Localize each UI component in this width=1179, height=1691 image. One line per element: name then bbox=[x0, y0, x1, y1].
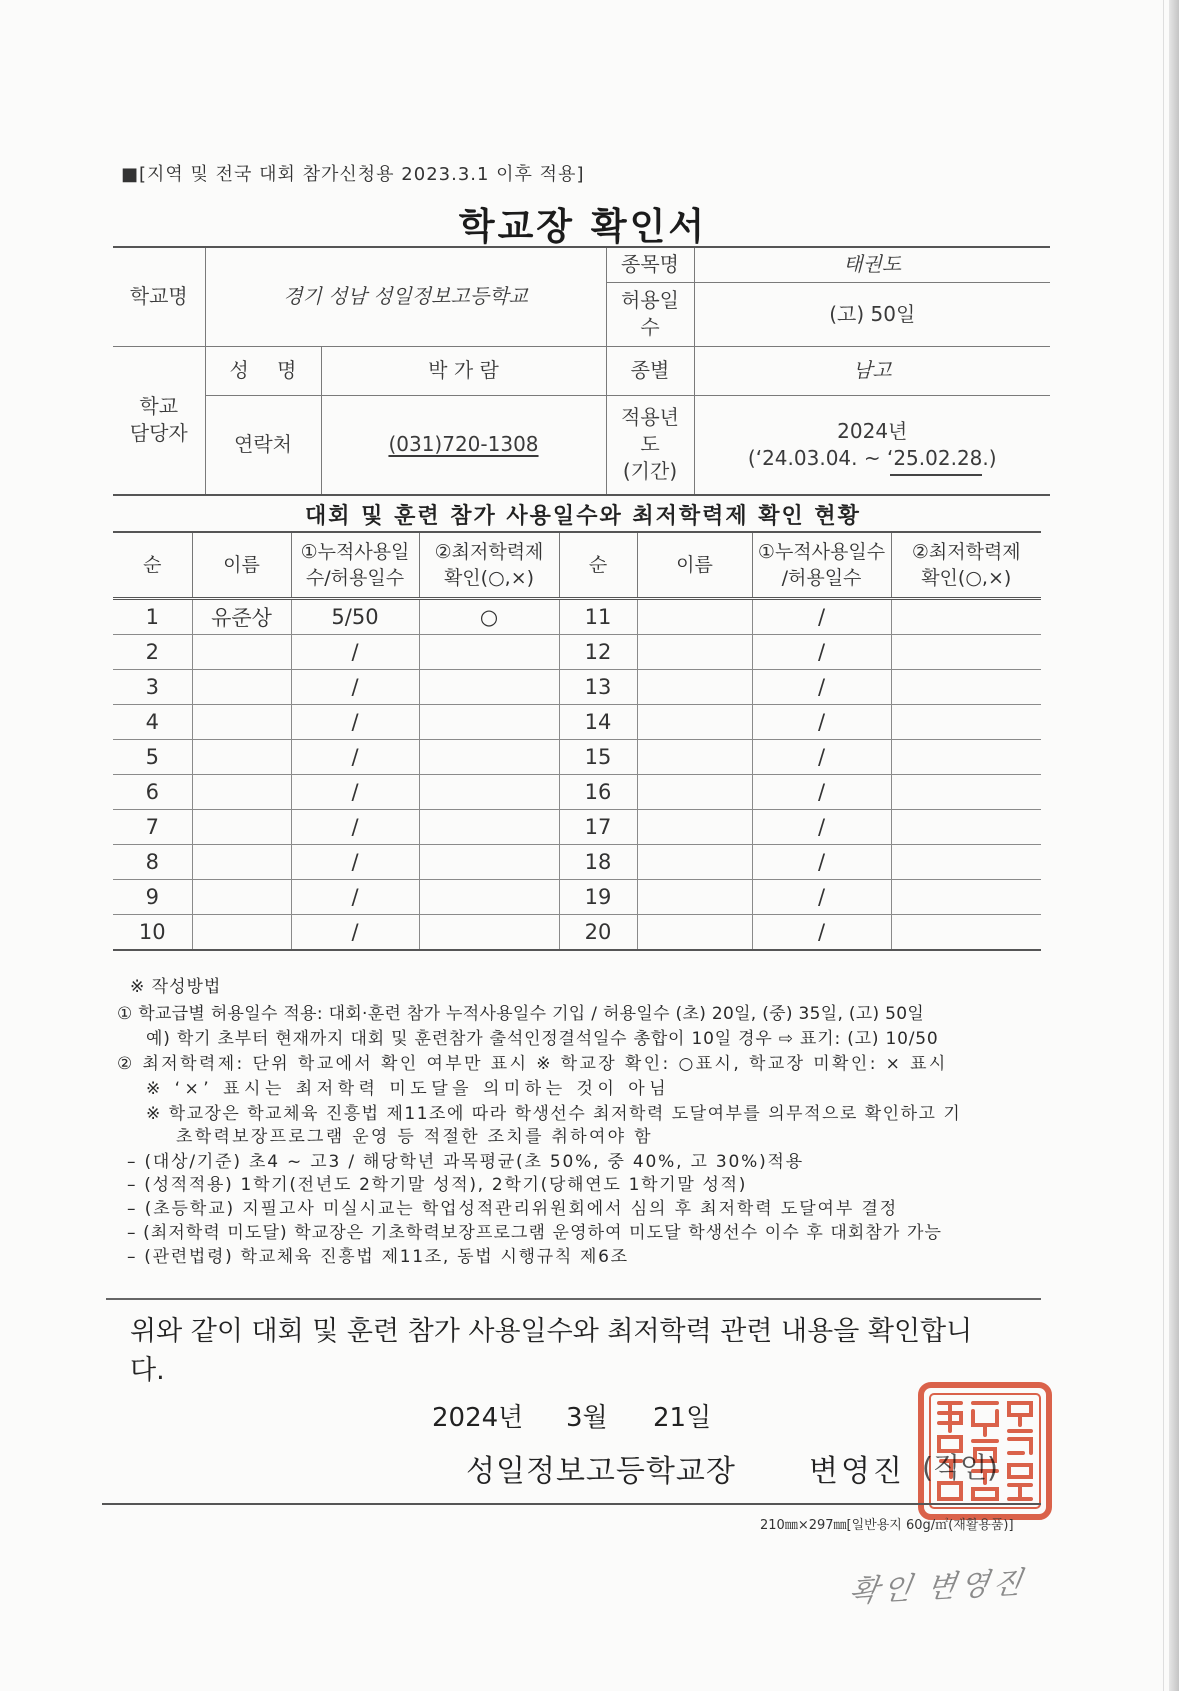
allowed-days-label-cell bbox=[606, 282, 694, 346]
row-number-cell: 14 bbox=[559, 705, 637, 740]
student-name-cell bbox=[192, 880, 291, 915]
row-number-cell: 3 bbox=[113, 670, 192, 705]
row-number-cell: 1 bbox=[113, 599, 192, 635]
days-used-cell: / bbox=[291, 670, 419, 705]
status-table-body bbox=[113, 599, 1041, 951]
name-value: 박 가 람 bbox=[321, 346, 606, 395]
instruction-line: 예) 학기 초부터 현재까지 대회 및 훈련참가 출석인정결석일수 총합이 10일 경우 ⇨ 표기: (고) 10/50 bbox=[146, 1029, 939, 1049]
student-name-cell bbox=[192, 670, 291, 705]
info-row-school bbox=[113, 247, 1050, 282]
student-name-cell bbox=[637, 915, 752, 951]
row-number-cell: 7 bbox=[113, 810, 192, 845]
min-achievement-cell bbox=[419, 880, 559, 915]
period-label-cell bbox=[606, 395, 694, 495]
instruction-line: – (초등학교) 지필고사 미실시교는 학업성적관리위원회에서 심의 후 최저학력 도달여부 결정 bbox=[127, 1199, 899, 1219]
row-number-cell: 20 bbox=[559, 915, 637, 951]
instruction-line: ※ ‘×’ 표시는 최저학력 미도달을 의미하는 것이 아님 bbox=[146, 1079, 671, 1099]
days-used-cell: / bbox=[752, 599, 891, 635]
row-number-cell: 15 bbox=[559, 740, 637, 775]
period-label: 적용년도 bbox=[621, 405, 679, 457]
phone-label: 연락처 bbox=[205, 395, 321, 495]
period-value: (‘24.03.04. ~ ‘25.02.28.) bbox=[747, 445, 997, 470]
row-number-cell: 18 bbox=[559, 845, 637, 880]
header-no: 순 bbox=[113, 532, 192, 599]
days-used-cell: / bbox=[291, 635, 419, 670]
instruction-line: – (최저학력 미도달) 학교장은 기초학력보장프로그램 운영하여 미도달 학생선수 이수 후 대회참가 가능 bbox=[127, 1223, 943, 1243]
paper-edge-line bbox=[1163, 0, 1164, 1691]
student-name-cell bbox=[192, 845, 291, 880]
header-min-achievement bbox=[419, 532, 559, 599]
status-table-row bbox=[113, 635, 1041, 670]
participation-status-table bbox=[113, 531, 1041, 951]
row-number-cell: 19 bbox=[559, 880, 637, 915]
instruction-line: ※ 학교장은 학교체육 진흥법 제11조에 따라 학생선수 최저학력 도달여부를 의무적으로 확인하고 기 bbox=[146, 1104, 962, 1124]
header-min-achievement-right bbox=[891, 532, 1041, 599]
allowed-days-value: (고) 50일 bbox=[694, 282, 1050, 346]
section-divider bbox=[106, 1298, 1041, 1300]
days-used-cell: / bbox=[752, 810, 891, 845]
student-name-cell bbox=[192, 740, 291, 775]
period-value-cell bbox=[694, 395, 1050, 495]
header-cumulative-days bbox=[291, 532, 419, 599]
min-achievement-cell bbox=[891, 670, 1041, 705]
min-achievement-cell bbox=[419, 775, 559, 810]
sport-label: 종목명 bbox=[606, 247, 694, 282]
min-achievement-cell bbox=[891, 915, 1041, 951]
header-cumulative-days-right-line2: /허용일수 bbox=[781, 567, 862, 589]
status-table-row bbox=[113, 915, 1041, 951]
row-number-cell: 13 bbox=[559, 670, 637, 705]
days-used-cell: / bbox=[291, 740, 419, 775]
category-label: 종별 bbox=[606, 346, 694, 395]
info-row-contact-phone bbox=[113, 395, 1050, 495]
min-achievement-cell bbox=[891, 845, 1041, 880]
min-achievement-cell bbox=[891, 880, 1041, 915]
official-seal-stamp bbox=[917, 1381, 1053, 1521]
days-used-cell: / bbox=[752, 705, 891, 740]
date-month: 3월 bbox=[566, 1403, 608, 1433]
status-table-row bbox=[113, 845, 1041, 880]
days-used-cell: / bbox=[291, 810, 419, 845]
header-name: 이름 bbox=[192, 532, 291, 599]
instruction-line: – (성적적용) 1학기(전년도 2학기말 성적), 2학기(당해연도 1학기말 성적) bbox=[127, 1175, 748, 1195]
days-used-cell: / bbox=[752, 915, 891, 951]
header-min-achievement-right-line2: 확인(○,×) bbox=[921, 567, 1012, 589]
confirmation-statement bbox=[120, 1305, 1120, 1385]
days-used-cell: 5/50 bbox=[291, 599, 419, 635]
date-day: 21일 bbox=[653, 1403, 712, 1433]
phone-value: (031)720-1308 bbox=[388, 432, 539, 457]
days-used-cell: / bbox=[752, 670, 891, 705]
student-name-cell bbox=[637, 775, 752, 810]
status-table-row bbox=[113, 740, 1041, 775]
row-number-cell: 16 bbox=[559, 775, 637, 810]
header-min-achievement-line1: ②최저학력제 bbox=[434, 541, 544, 563]
contact-person-label: 학교 담당자 bbox=[129, 394, 188, 446]
student-name-cell bbox=[637, 635, 752, 670]
days-used-cell: / bbox=[752, 880, 891, 915]
confirmation-line2: 다. bbox=[130, 1355, 165, 1385]
info-row-contact-name bbox=[113, 346, 1050, 395]
days-used-cell: / bbox=[291, 845, 419, 880]
status-table-row bbox=[113, 670, 1041, 705]
status-section-title: 대회 및 훈련 참가 사용일수와 최저학력제 확인 현황 bbox=[305, 504, 861, 529]
student-name-cell bbox=[192, 915, 291, 951]
header-cumulative-days-line1: ①누적사용일 bbox=[300, 541, 410, 563]
status-table-row bbox=[113, 880, 1041, 915]
status-table-row bbox=[113, 775, 1041, 810]
min-achievement-cell bbox=[419, 740, 559, 775]
days-used-cell: / bbox=[752, 740, 891, 775]
min-achievement-cell: ○ bbox=[419, 599, 559, 635]
instruction-line: ② 최저학력제: 단위 학교에서 확인 여부만 표시 ※ 학교장 확인: ○표시, 학교장 미확인: × 표시 bbox=[117, 1054, 948, 1074]
paper-edge bbox=[1169, 0, 1179, 1691]
header-no-right: 순 bbox=[559, 532, 637, 599]
row-number-cell: 6 bbox=[113, 775, 192, 810]
school-name-value: 경기 성남 성일정보고등학교 bbox=[205, 247, 606, 346]
form-bottom-line bbox=[102, 1503, 1041, 1505]
days-used-cell: / bbox=[752, 845, 891, 880]
min-achievement-cell bbox=[419, 810, 559, 845]
header-name-right: 이름 bbox=[637, 532, 752, 599]
principal-name: 변영진 bbox=[809, 1454, 905, 1489]
min-achievement-cell bbox=[419, 670, 559, 705]
date-year: 2024년 bbox=[432, 1403, 524, 1433]
period-underline bbox=[890, 474, 982, 476]
header-min-achievement-right-line1: ②최저학력제 bbox=[911, 541, 1021, 563]
student-name-cell bbox=[637, 740, 752, 775]
header-cumulative-days-line2: 수/허용일수 bbox=[305, 567, 405, 589]
status-table-row bbox=[113, 705, 1041, 740]
school-name-label: 학교명 bbox=[113, 247, 205, 346]
header-cumulative-days-right bbox=[752, 532, 891, 599]
min-achievement-cell bbox=[419, 845, 559, 880]
student-name-cell bbox=[637, 880, 752, 915]
student-name-cell bbox=[637, 599, 752, 635]
document-title: 학교장 확인서 bbox=[458, 205, 708, 248]
row-number-cell: 11 bbox=[559, 599, 637, 635]
status-table-row bbox=[113, 599, 1041, 635]
days-used-cell: / bbox=[752, 775, 891, 810]
student-name-cell bbox=[637, 845, 752, 880]
period-sublabel: (기간) bbox=[622, 459, 678, 484]
row-number-cell: 5 bbox=[113, 740, 192, 775]
student-name-cell bbox=[192, 705, 291, 740]
min-achievement-cell bbox=[891, 775, 1041, 810]
row-number-cell: 4 bbox=[113, 705, 192, 740]
phone-value-cell bbox=[321, 395, 606, 495]
allowed-days-label: 허용일수 bbox=[621, 288, 679, 339]
student-name-cell bbox=[637, 705, 752, 740]
instructions-heading: ※ 작성방법 bbox=[130, 977, 222, 997]
instruction-line: 초학력보장프로그램 운영 등 적절한 조치를 취하여야 함 bbox=[176, 1127, 653, 1147]
min-achievement-cell bbox=[891, 705, 1041, 740]
row-number-cell: 9 bbox=[113, 880, 192, 915]
row-number-cell: 8 bbox=[113, 845, 192, 880]
category-value: 남고 bbox=[694, 346, 1050, 395]
student-name-cell bbox=[637, 670, 752, 705]
name-label: 성 명 bbox=[205, 346, 321, 395]
row-number-cell: 10 bbox=[113, 915, 192, 951]
confirmation-line1: 위와 같이 대회 및 훈련 참가 사용일수와 최저학력 관련 내용을 확인합니 bbox=[130, 1316, 973, 1347]
status-table-row bbox=[113, 810, 1041, 845]
header-cumulative-days-right-line1: ①누적사용일수 bbox=[757, 541, 886, 563]
paper-specification: 210㎜×297㎜[일반용지 60g/㎡(재활용품)] bbox=[760, 1518, 1014, 1533]
student-name-cell bbox=[637, 810, 752, 845]
min-achievement-cell bbox=[891, 810, 1041, 845]
days-used-cell: / bbox=[291, 775, 419, 810]
school-info-table bbox=[113, 246, 1050, 496]
min-achievement-cell bbox=[419, 915, 559, 951]
min-achievement-cell bbox=[419, 635, 559, 670]
days-used-cell: / bbox=[752, 635, 891, 670]
official-seal-label: (직인) bbox=[922, 1451, 998, 1484]
row-number-cell: 2 bbox=[113, 635, 192, 670]
sport-value: 태권도 bbox=[694, 247, 1050, 282]
min-achievement-cell bbox=[891, 740, 1041, 775]
status-header-row bbox=[113, 532, 1041, 599]
header-min-achievement-line2: 확인(○,×) bbox=[443, 567, 535, 589]
min-achievement-cell bbox=[891, 635, 1041, 670]
days-used-cell: / bbox=[291, 880, 419, 915]
days-used-cell: / bbox=[291, 705, 419, 740]
contact-person-label-cell bbox=[113, 346, 205, 495]
instruction-line: – (대상/기준) 초4 ~ 고3 / 해당학년 과목평균(초 50%, 중 40%, 고 30%)적용 bbox=[127, 1152, 804, 1172]
student-name-cell bbox=[192, 635, 291, 670]
row-number-cell: 17 bbox=[559, 810, 637, 845]
days-used-cell: / bbox=[291, 915, 419, 951]
instruction-line: – (관련법령) 학교체육 진흥법 제11조, 동법 시행규칙 제6조 bbox=[127, 1247, 629, 1267]
min-achievement-cell bbox=[891, 599, 1041, 635]
min-achievement-cell bbox=[419, 705, 559, 740]
handwritten-signature: 확인 변영진 bbox=[846, 1566, 1029, 1609]
student-name-cell bbox=[192, 810, 291, 845]
student-name-cell bbox=[192, 775, 291, 810]
writing-instructions bbox=[100, 968, 1060, 1268]
principal-title: 성일정보고등학교장 bbox=[466, 1454, 736, 1489]
row-number-cell: 12 bbox=[559, 635, 637, 670]
form-usage-note: ■[지역 및 전국 대회 참가신청용 2023.3.1 이후 적용] bbox=[121, 164, 585, 185]
instruction-line: ① 학교급별 허용일수 적용: 대회·훈련 참가 누적사용일수 기입 / 허용일수 (초) 20일, (중) 35일, (고) 50일 bbox=[117, 1004, 925, 1024]
year-value: 2024년 bbox=[837, 418, 908, 443]
student-name-cell: 유준상 bbox=[192, 599, 291, 635]
